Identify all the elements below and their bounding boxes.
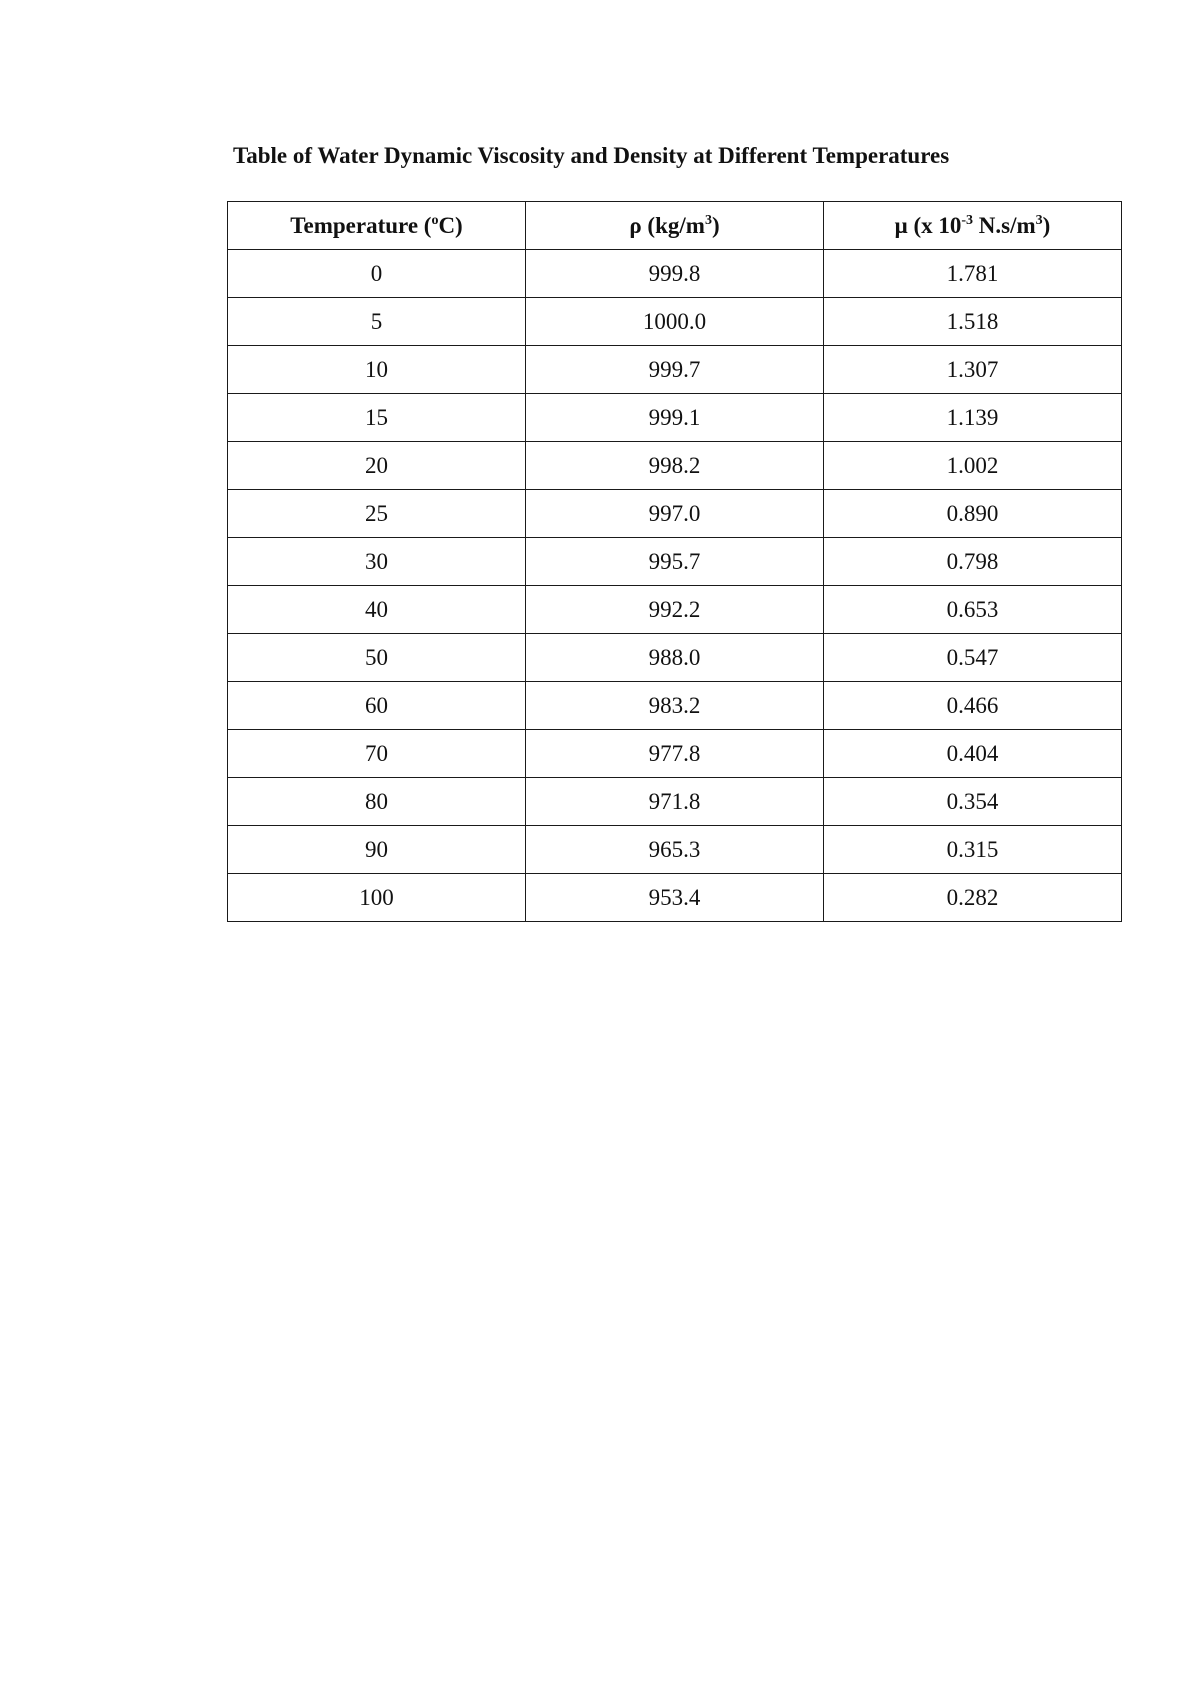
- viscosity-density-table: [227, 201, 1122, 922]
- cell-temperature: 15: [228, 394, 526, 442]
- cell-density: 965.3: [526, 826, 824, 874]
- cell-temperature: 5: [228, 298, 526, 346]
- cell-temperature: 100: [228, 874, 526, 922]
- cell-viscosity: 0.890: [824, 490, 1122, 538]
- table-row: [228, 682, 1122, 730]
- header-temperature-suffix: C): [438, 212, 463, 238]
- cell-temperature: 90: [228, 826, 526, 874]
- cell-temperature: 40: [228, 586, 526, 634]
- table-row: [228, 250, 1122, 298]
- table-title: Table of Water Dynamic Viscosity and Density at Different Temperatures: [233, 143, 950, 168]
- cell-viscosity: 1.139: [824, 394, 1122, 442]
- table-row: [228, 490, 1122, 538]
- cell-temperature: 30: [228, 538, 526, 586]
- table-row: [228, 346, 1122, 394]
- cell-temperature: 20: [228, 442, 526, 490]
- cell-viscosity: 1.002: [824, 442, 1122, 490]
- header-viscosity-prefix: μ (x 10: [894, 212, 962, 238]
- cell-density: 998.2: [526, 442, 824, 490]
- cell-density: 999.8: [526, 250, 824, 298]
- table-row: [228, 826, 1122, 874]
- table-row: [228, 394, 1122, 442]
- cell-viscosity: 0.354: [824, 778, 1122, 826]
- cell-density: 983.2: [526, 682, 824, 730]
- header-density: [526, 202, 824, 250]
- header-viscosity-sup2: 3: [1035, 212, 1043, 228]
- header-density-sup: 3: [704, 212, 712, 228]
- cell-viscosity: 0.282: [824, 874, 1122, 922]
- header-density-suffix: ): [711, 212, 720, 238]
- table-row: [228, 442, 1122, 490]
- header-viscosity-sup: -3: [961, 212, 974, 228]
- table-row: [228, 634, 1122, 682]
- cell-viscosity: 0.653: [824, 586, 1122, 634]
- cell-temperature: 10: [228, 346, 526, 394]
- header-temperature-sup: o: [431, 212, 439, 228]
- cell-density: 999.7: [526, 346, 824, 394]
- cell-viscosity: 1.518: [824, 298, 1122, 346]
- header-temperature: [228, 202, 526, 250]
- header-viscosity-suffix: ): [1042, 212, 1051, 238]
- cell-density: 999.1: [526, 394, 824, 442]
- header-viscosity: [824, 202, 1122, 250]
- cell-viscosity: 1.781: [824, 250, 1122, 298]
- table-row: [228, 730, 1122, 778]
- cell-temperature: 0: [228, 250, 526, 298]
- table-row: [228, 538, 1122, 586]
- header-viscosity-middle: N.s/m: [973, 212, 1036, 238]
- table-row: [228, 778, 1122, 826]
- cell-viscosity: 0.315: [824, 826, 1122, 874]
- header-density-prefix: ρ (kg/m: [629, 212, 705, 238]
- cell-density: 977.8: [526, 730, 824, 778]
- cell-density: 953.4: [526, 874, 824, 922]
- cell-density: 995.7: [526, 538, 824, 586]
- cell-viscosity: 1.307: [824, 346, 1122, 394]
- cell-density: 971.8: [526, 778, 824, 826]
- table-row: [228, 874, 1122, 922]
- table-row: [228, 586, 1122, 634]
- cell-temperature: 50: [228, 634, 526, 682]
- cell-temperature: 60: [228, 682, 526, 730]
- cell-density: 1000.0: [526, 298, 824, 346]
- cell-viscosity: 0.466: [824, 682, 1122, 730]
- cell-temperature: 80: [228, 778, 526, 826]
- table-header-row: [228, 202, 1122, 250]
- cell-viscosity: 0.547: [824, 634, 1122, 682]
- cell-density: 992.2: [526, 586, 824, 634]
- cell-density: 988.0: [526, 634, 824, 682]
- cell-viscosity: 0.798: [824, 538, 1122, 586]
- cell-temperature: 25: [228, 490, 526, 538]
- cell-density: 997.0: [526, 490, 824, 538]
- cell-viscosity: 0.404: [824, 730, 1122, 778]
- cell-temperature: 70: [228, 730, 526, 778]
- header-temperature-prefix: Temperature (: [290, 212, 432, 238]
- table-row: [228, 298, 1122, 346]
